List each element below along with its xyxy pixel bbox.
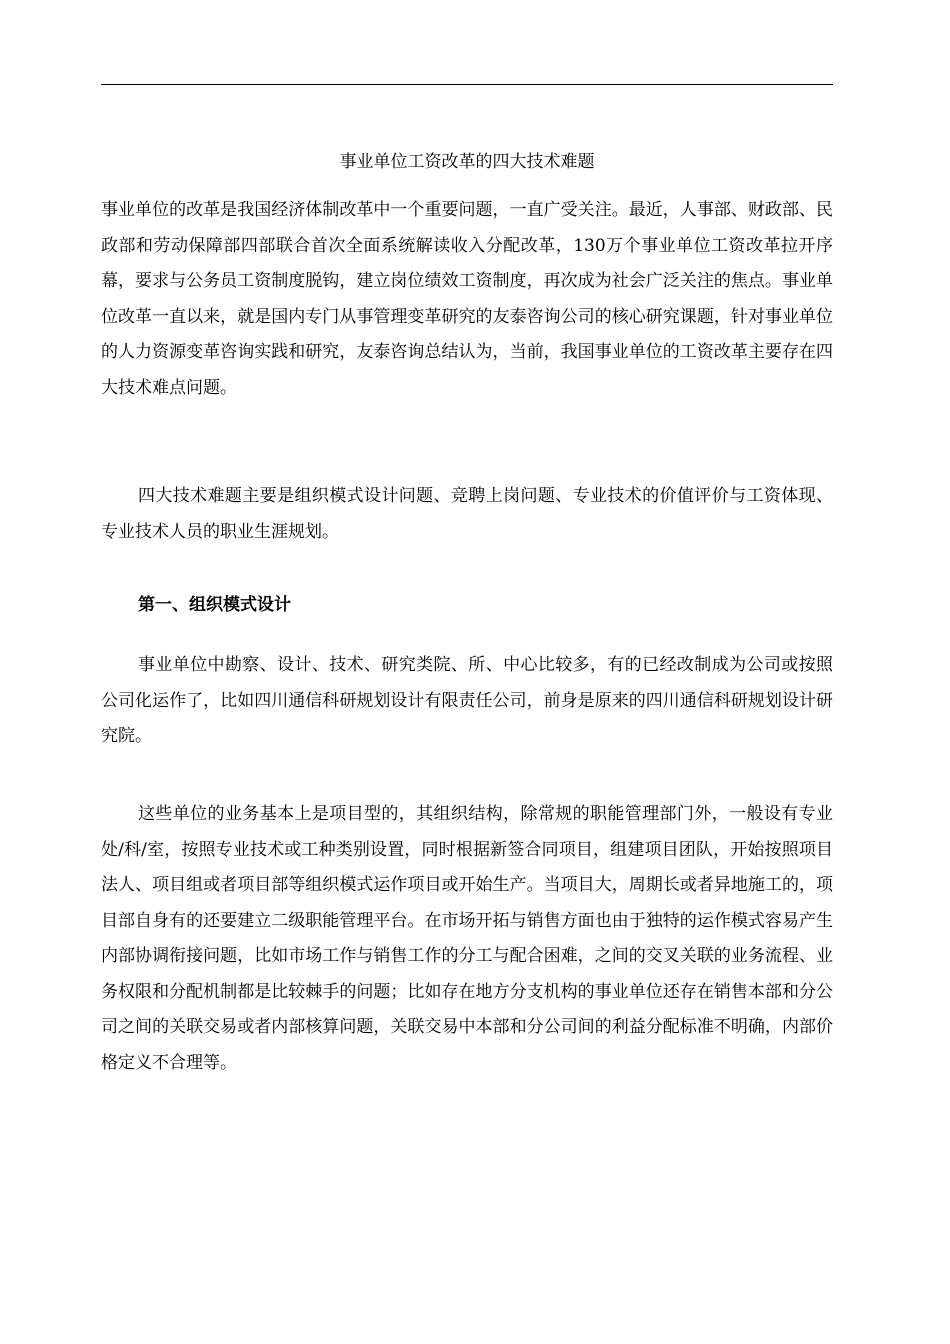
- paragraph-institutes: 事业单位中勘察、设计、技术、研究类院、所、中心比较多，有的已经改制成为公司或按照公司化运作了，比如四川通信科研规划设计有限责任公司，前身是原来的四川通信科研规划设计研究院。: [101, 655, 833, 746]
- section-heading-organization-design: 第一、组织模式设计: [138, 595, 291, 615]
- document-title: 事业单位工资改革的四大技术难题: [339, 152, 595, 172]
- paragraph-project-structure: 这些单位的业务基本上是项目型的，其组织结构，除常规的职能管理部门外，一般设有专业处/科/室，按照专业技术或工种类别设置，同时根据新签合同项目，组建项目团队，开始按照项目法人、项目组或者项目部等组织模式运作项目或开始生产。当项目大，周期长或者异地施工的，项目部自身有的还要建立二级职能管理平台。在市场开拓与销售方面也由于独特的运作模式容易产生内部协调衔接问题，比如市场工作与销售工作的分工与配合困难，之间的交叉关联的业务流程、业务权限和分配机制都是比较棘手的问题；比如存在地方分支机构的事业单位还存在销售本部和分公司之间的关联交易或者内部核算问题，关联交易中本部和分公司间的利益分配标准不明确，内部价格定义不合理等。: [101, 804, 833, 1073]
- paragraph-intro: 事业单位的改革是我国经济体制改革中一个重要问题，一直广受关注。最近，人事部、财政部、民政部和劳动保障部四部联合首次全面系统解读收入分配改革，130万个事业单位工资改革拉开序幕，要求与公务员工资制度脱钩，建立岗位绩效工资制度，再次成为社会广泛关注的焦点。事业单位改革一直以来，就是国内专门从事管理变革研究的友泰咨询公司的核心研究课题，针对事业单位的人力资源变革咨询实践和研究，友泰咨询总结认为，当前，我国事业单位的工资改革主要存在四大技术难点问题。: [101, 200, 833, 398]
- paragraph-four-problems: 四大技术难题主要是组织模式设计问题、竞聘上岗问题、专业技术的价值评价与工资体现、专业技术人员的职业生涯规划。: [101, 486, 833, 542]
- header-rule: [101, 84, 833, 85]
